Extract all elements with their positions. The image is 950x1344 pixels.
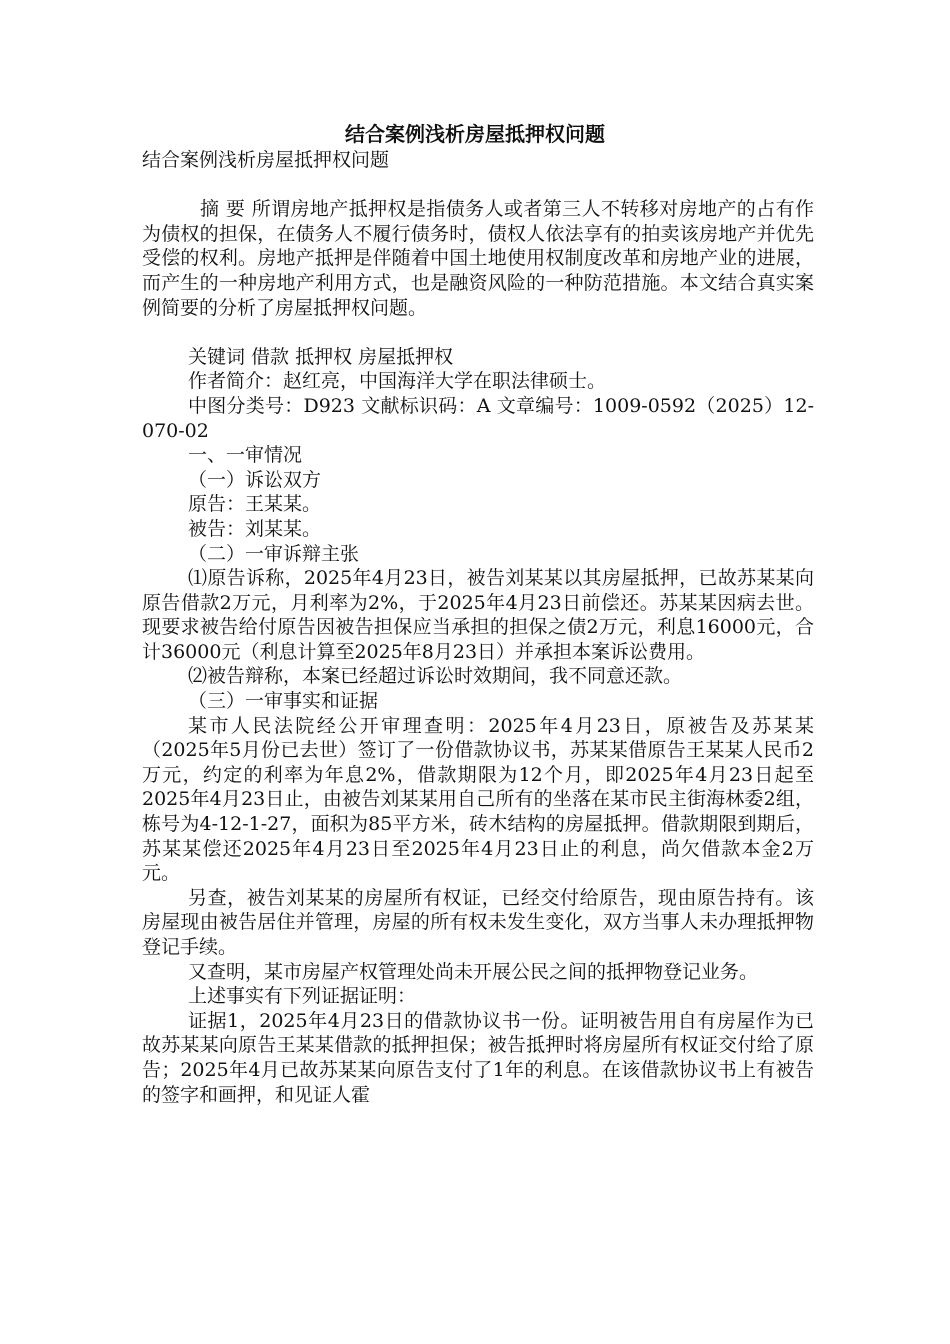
- subsection-heading: （一）诉讼双方: [188, 468, 322, 491]
- body-paragraph: ⑵被告辩称，本案已经超过诉讼时效期间，我不同意还款。: [188, 665, 683, 688]
- body-paragraph: ⑴原告诉称，2025年4月23日，被告刘某某以其房屋抵押，已故苏某某向原告借款2万元，月利率为2%，于2025年4月23日前偿还。苏某某因病去世。现要求被告给付原告因被告担保应当承担的担保之债2万元，利息16000元，合计36000元（利息计算至2025年8月23日）并承担本案诉讼费用。: [142, 567, 814, 663]
- keywords: 关键词 借款 抵押权 房屋抵押权: [188, 345, 454, 368]
- body-paragraph: 某市人民法院经公开审理查明：2025年4月23日，原被告及苏某某（2025年5月份已去世）签订了一份借款协议书，苏某某借原告王某某人民币2万元，约定的利率为年息2%，借款期限为12个月，即2025年4月23日起至2025年4月23日止，由被告刘某某用自己所有的坐落在某市民主街海林委2组，栋号为4-12-1-27，面积为85平方米，砖木结构的房屋抵押。借款期限到期后，苏某某偿还2025年4月23日至2025年4月23日止的利息，尚欠借款本金2万元。: [142, 714, 814, 885]
- author-info: 作者简介：赵红亮，中国海洋大学在职法律硕士。: [188, 370, 607, 393]
- body-paragraph: 上述事实有下列证据证明：: [188, 985, 417, 1008]
- spacer: [142, 320, 814, 345]
- document-subtitle: 结合案例浅析房屋抵押权问题: [142, 149, 390, 171]
- spacer: [142, 173, 814, 198]
- subsection-heading: （三）一审事实和证据: [188, 690, 379, 713]
- body-paragraph: 另查，被告刘某某的房屋所有权证，已经交付给原告，现由原告持有。该房屋现由被告居住并管理，房屋的所有权未发生变化，双方当事人未办理抵押物登记手续。: [142, 886, 814, 958]
- plaintiff: 原告：王某某。: [188, 493, 322, 516]
- abstract: 摘 要 所谓房地产抵押权是指债务人或者第三人不转移对房地产的占有作为债权的担保，在债务人不履行债务时，债权人依法享有的拍卖该房地产并优先受偿的权利。房地产抵押是伴随着中国土地使用权制度改革和房地产业的进展，而产生的一种房地产利用方式，也是融资风险的一种防范措施。本文结合真实案例简要的分析了房屋抵押权问题。: [142, 198, 814, 319]
- classification: 中图分类号：D923 文献标识码：A 文章编号：1009-0592（2025）12-070-02: [142, 394, 814, 442]
- document-title: 结合案例浅析房屋抵押权问题: [345, 122, 605, 146]
- body-paragraph: 证据1，2025年4月23日的借款协议书一份。证明被告用自有房屋作为已故苏某某向原告王某某借款的抵押担保；被告抵押时将房屋所有权证交付给了原告；2025年4月已故苏某某向原告支付了1年的利息。在该借款协议书上有被告的签字和画押，和见证人霍: [142, 1009, 814, 1106]
- body-paragraph: 又查明，某市房屋产权管理处尚未开展公民之间的抵押物登记业务。: [188, 960, 759, 983]
- document-body: [142, 148, 814, 1107]
- subsection-heading: （二）一审诉辩主张: [188, 542, 360, 565]
- section-heading: 一、一审情况: [188, 444, 303, 467]
- defendant: 被告：刘某某。: [188, 517, 322, 540]
